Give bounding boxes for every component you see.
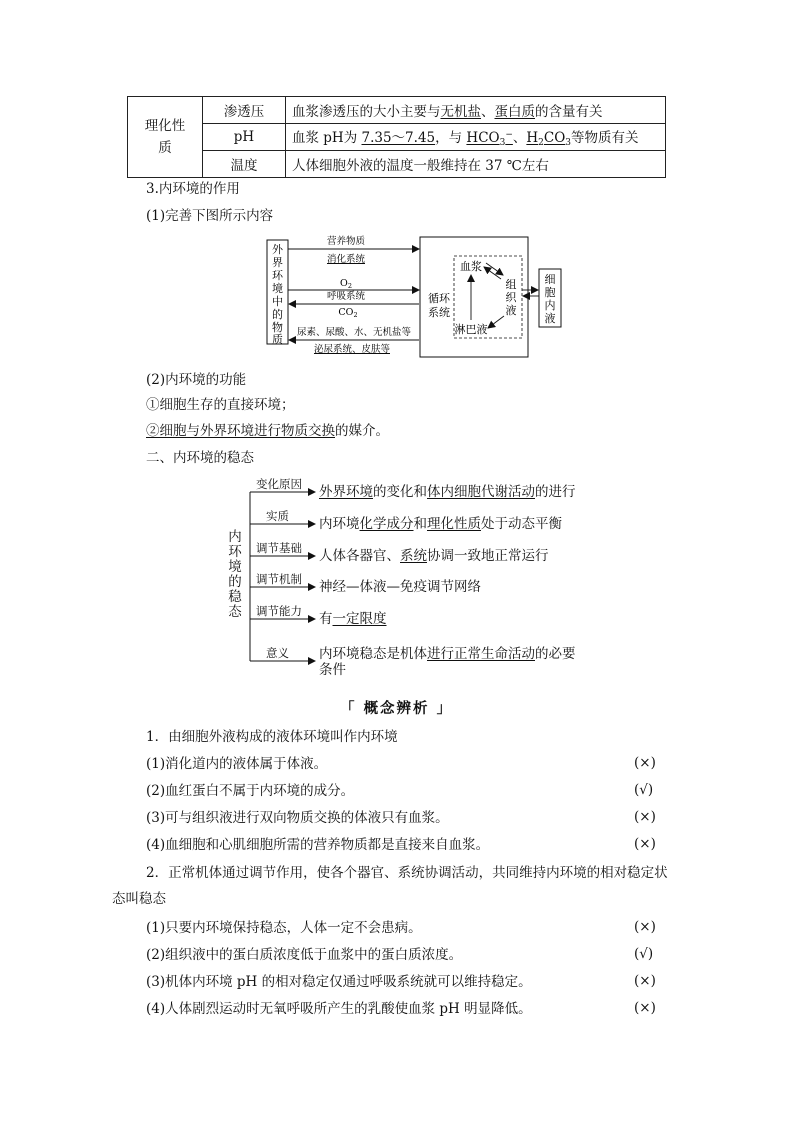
q1-item4: (4)血细胞和心肌细胞所需的营养物质都是直接来自血浆。 <box>146 837 490 853</box>
svg-text:外: 外 <box>272 243 283 256</box>
circulation-label-1: 循环 <box>428 292 450 305</box>
q2-item4: (4)人体剧烈运动时无氧呼吸所产生的乳酸使血浆 pH 明显降低。 <box>146 1001 532 1017</box>
branch-content-meaning: 内环境稳态是机体进行正常生命活动的必要 <box>319 646 576 662</box>
svg-text:胞: 胞 <box>544 286 556 299</box>
branch-label-capacity: 调节能力 <box>256 604 302 618</box>
waste-label: 尿素、尿酸、水、无机盐等 <box>296 327 412 338</box>
concept-q2-line1: 2．正常机体通过调节作用，使各个器官、系统协调活动，共同维持内环境的相对稳定状 <box>146 865 668 881</box>
section3-heading: 3.内环境的作用 <box>146 181 240 197</box>
q2-item1: (1)只要内环境保持稳态，人体一定不会患病。 <box>146 920 422 936</box>
tissue-fluid-label-2: 织 <box>505 291 517 304</box>
svg-text:界: 界 <box>272 256 283 269</box>
concept-q2-line2: 态叫稳态 <box>112 891 166 907</box>
svg-text:物: 物 <box>272 321 283 334</box>
external-label <box>272 242 284 346</box>
branch-label-essence: 实质 <box>266 509 289 523</box>
properties-table <box>127 96 666 178</box>
q2-item2-mark: (√) <box>634 946 654 962</box>
row-name-ph: pH <box>203 124 286 151</box>
svg-text:内: 内 <box>544 299 556 312</box>
homeostasis-heading: 二、内环境的稳态 <box>146 450 254 466</box>
branch-label-basis: 调节基础 <box>256 541 302 555</box>
co2-label: $CO_2$ <box>338 307 358 319</box>
plasma-label: 血浆 <box>460 260 482 273</box>
row-desc-ph: 血浆 pH为 7.35～7.45，与 $HCO_3^-$、$H_2CO_3$等物质有关 <box>286 124 666 151</box>
q2-item4-mark: (×) <box>634 1000 656 1016</box>
tissue-fluid-label-3: 液 <box>505 304 517 317</box>
branch-content-meaning-line2: 条件 <box>319 662 346 678</box>
tissue-fluid-label-1: 组 <box>505 278 517 291</box>
category-line1: 理化性 <box>144 118 186 134</box>
svg-text:的: 的 <box>272 308 283 321</box>
tissue-to-lymph-arrow <box>488 316 504 328</box>
o2-label: $O_2$ <box>340 278 352 290</box>
circulation-label-2: 系统 <box>428 306 450 319</box>
svg-text:中: 中 <box>272 295 283 308</box>
svg-text:液: 液 <box>544 312 556 325</box>
q1-item2-mark: (√) <box>634 782 654 798</box>
branch-label-cause: 变化原因 <box>256 477 302 491</box>
branch-label-meaning: 意义 <box>266 646 289 660</box>
svg-text:境: 境 <box>272 282 283 295</box>
q2-item1-mark: (×) <box>634 919 656 935</box>
branch-content-basis: 人体各器官、系统协调一致地正常运行 <box>319 548 549 564</box>
row-desc-temp: 人体细胞外液的温度一般维持在 37 ℃左右 <box>286 151 666 178</box>
q2-item3-mark: (×) <box>634 973 656 989</box>
concept-q1: 1．由细胞外液构成的液体环境叫作内环境 <box>146 729 398 745</box>
svg-text:细: 细 <box>544 273 556 286</box>
q1-item3-mark: (×) <box>634 809 656 825</box>
plasma-to-tissue-arrow <box>486 263 503 275</box>
lymph-label: 淋巴液 <box>454 323 488 336</box>
row-name-osmotic: 渗透压 <box>203 97 286 124</box>
material-exchange-diagram <box>262 232 567 362</box>
section3-sub1: (1)完善下图所示内容 <box>146 208 274 224</box>
tissue-to-plasma-arrow <box>484 267 501 279</box>
branch-label-mechanism: 调节机制 <box>256 572 302 586</box>
q2-item3: (3)机体内环境 pH 的相对稳定仅通过呼吸系统就可以维持稳定。 <box>146 974 532 990</box>
homeostasis-center: 内 环 境 的 稳 态 <box>226 530 244 620</box>
row-name-temp: 温度 <box>203 151 286 178</box>
branch-content-capacity: 有一定限度 <box>319 611 387 627</box>
category-line2: 质 <box>158 140 172 156</box>
q1-item1-mark: (×) <box>634 755 656 771</box>
excretory-label: 泌尿系统、皮肤等 <box>313 344 391 355</box>
branch-content-mechanism: 神经—体液—免疫调节网络 <box>319 579 481 595</box>
category-cell <box>128 97 203 178</box>
concept-title: 「 概念辨析 」 <box>340 700 454 717</box>
svg-text:质: 质 <box>272 333 283 346</box>
branch-content-essence: 内环境化学成分和理化性质处于动态平衡 <box>319 516 562 532</box>
row-desc-osmotic: 血浆渗透压的大小主要与无机盐、蛋白质的含量有关 <box>286 97 666 124</box>
q1-item3: (3)可与组织液进行双向物质交换的体液只有血浆。 <box>146 810 449 826</box>
q1-item2: (2)血红蛋白不属于内环境的成分。 <box>146 783 355 799</box>
digestive-label: 消化系统 <box>326 254 366 265</box>
svg-text:环: 环 <box>272 269 283 282</box>
q1-item1: (1)消化道内的液体属于体液。 <box>146 756 328 772</box>
q2-item2: (2)组织液中的蛋白质浓度低于血浆中的蛋白质浓度。 <box>146 947 463 963</box>
respiratory-label: 呼吸系统 <box>326 291 366 302</box>
function-item2: ②细胞与外界环境进行物质交换的媒介。 <box>146 423 389 439</box>
branch-content-cause: 外界环境的变化和体内细胞代谢活动的进行 <box>319 484 576 500</box>
section3-sub2: (2)内环境的功能 <box>146 372 247 388</box>
function-item1: ①细胞生存的直接环境； <box>146 397 295 413</box>
q1-item4-mark: (×) <box>634 836 656 852</box>
nutrients-label: 营养物质 <box>326 236 366 247</box>
